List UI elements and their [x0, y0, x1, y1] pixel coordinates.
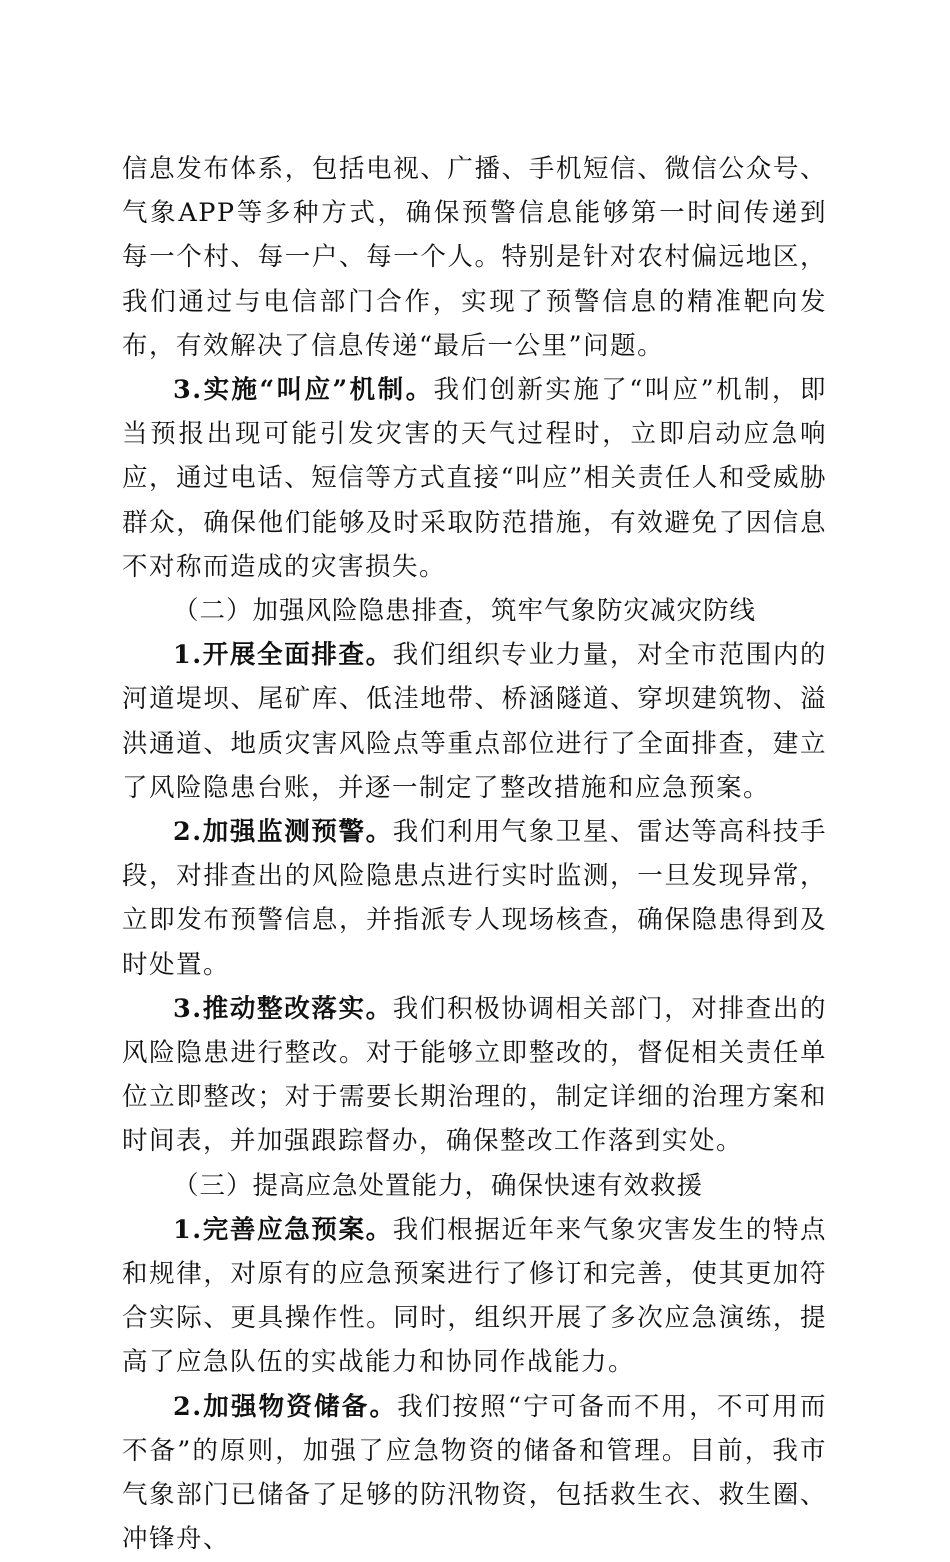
paragraph — [122, 147, 827, 368]
paragraph — [122, 633, 827, 810]
paragraph-text: 我们创新实施了“叫应”机制，即当预报出现可能引发灾害的天气过程时，立即启动应急响应，通过电话、短信等方式直接“叫应”相关责任人和受威胁群众，确保他们能够及时采取防范措施，有效避免了因信息不对称而造成的灾害损失。 — [122, 375, 827, 582]
paragraph — [122, 1385, 827, 1562]
paragraph-lead: 3.推动整改落实。 — [173, 993, 393, 1024]
section-heading — [122, 1164, 827, 1208]
paragraph — [122, 987, 827, 1164]
section-heading-text: （二）加强风险隐患排查，筑牢气象防灾减灾防线 — [173, 596, 757, 627]
paragraph — [122, 1208, 827, 1385]
paragraph-text: 我们组织专业力量，对全市范围内的河道堤坝、尾矿库、低洼地带、桥涵隧道、穿坝建筑物、溢洪通道、地质灾害风险点等重点部位进行了全面排查，建立了风险隐患台账，并逐一制定了整改措施和应急预案。 — [122, 640, 827, 803]
document-body — [122, 147, 827, 1562]
paragraph-lead: 3.实施“叫应”机制。 — [173, 375, 434, 406]
paragraph — [122, 368, 827, 589]
paragraph — [122, 810, 827, 987]
section-heading-text: （三）提高应急处置能力，确保快速有效救援 — [173, 1170, 704, 1201]
paragraph-text: 我们按照“宁可备而不用，不可用而不备”的原则，加强了应急物资的储备和管理。目前，我市气象部门已储备了足够的防汛物资，包括救生衣、救生圈、冲锋舟、 — [122, 1391, 828, 1555]
paragraph-text: 我们积极协调相关部门，对排查出的风险隐患进行整改。对于能够立即整改的，督促相关责任单位立即整改；对于需要长期治理的，制定详细的治理方案和时间表，并加强跟踪督办，确保整改工作落到实处。 — [122, 993, 827, 1157]
paragraph-lead: 1.完善应急预案。 — [173, 1214, 393, 1245]
paragraph-lead: 2.加强物资储备。 — [173, 1391, 398, 1422]
section-heading — [122, 589, 827, 633]
paragraph-text: 我们利用气象卫星、雷达等高科技手段，对排查出的风险隐患点进行实时监测，一旦发现异常，立即发布预警信息，并指派专人现场核查，确保隐患得到及时处置。 — [122, 817, 827, 980]
paragraph-text: 我们根据近年来气象灾害发生的特点和规律，对原有的应急预案进行了修订和完善，使其更加符合实际、更具操作性。同时，组织开展了多次应急演练，提高了应急队伍的实战能力和协同作战能力。 — [122, 1214, 827, 1378]
paragraph-lead: 1.开展全面排查。 — [173, 640, 393, 671]
paragraph-text: 信息发布体系，包括电视、广播、手机短信、微信公众号、气象APP等多种方式，确保预警信息能够第一时间传递到每一个村、每一户、每一个人。特别是针对农村偏远地区，我们通过与电信部门合作，实现了预警信息的精准靶向发布，有效解决了信息传递“最后一公里”问题。 — [122, 154, 827, 361]
paragraph-lead: 2.加强监测预警。 — [173, 817, 393, 848]
